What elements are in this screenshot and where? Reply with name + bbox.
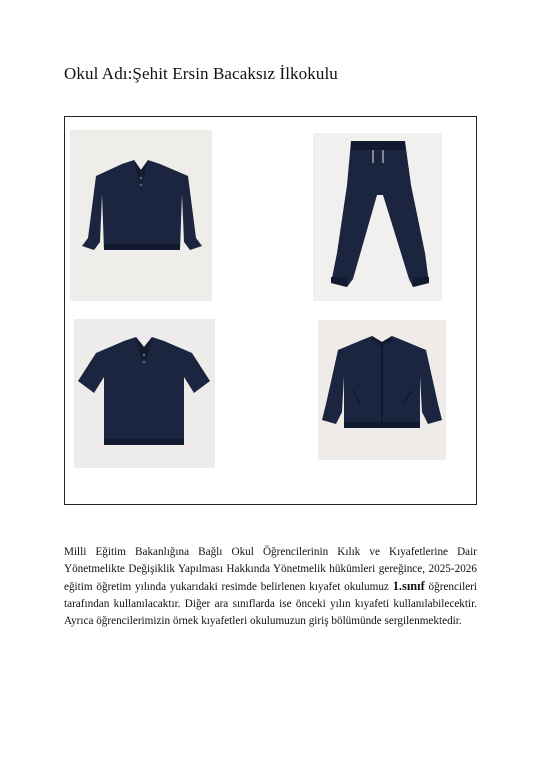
school-title: Okul Adı:Şehit Ersin Bacaksız İlkokulu (64, 64, 338, 83)
short-sleeve-polo-drawing (74, 319, 215, 468)
uniform-image-frame (64, 116, 477, 505)
grade-emphasis: 1.sınıf (392, 579, 425, 593)
zip-jacket-drawing (318, 320, 446, 460)
paragraph-text-before: Milli Eğitim Bakanlığına Bağlı Okul Öğrencilerinin Kılık ve Kıyafetlerine Dair Yönetmelikte Değişiklik Yapılması Hakkında Yönetmelik hükümleri gereğince, 2025-2026 eğitim öğretim yılında yukarıdaki resimde belirlenen kıyafet okulumuz (64, 546, 477, 593)
sweatpants-drawing (313, 133, 442, 301)
long-sleeve-polo-drawing (70, 130, 212, 301)
paragraph-text-after: öğrencileri tarafından kullanılacaktır. Diğer ara sınıflarda ise önceki yılın kıyafeti kullanılabilecektir. Ayrıca öğrencilerimizin örnek kıyafetleri okulumuzun giriş bölümünde sergilenmektedir. (64, 581, 477, 627)
sweatpants-image (313, 133, 442, 301)
short-sleeve-polo-image (74, 319, 215, 468)
long-sleeve-polo-image (70, 130, 212, 301)
announcement-paragraph (64, 544, 477, 630)
zip-jacket-image (318, 320, 446, 460)
